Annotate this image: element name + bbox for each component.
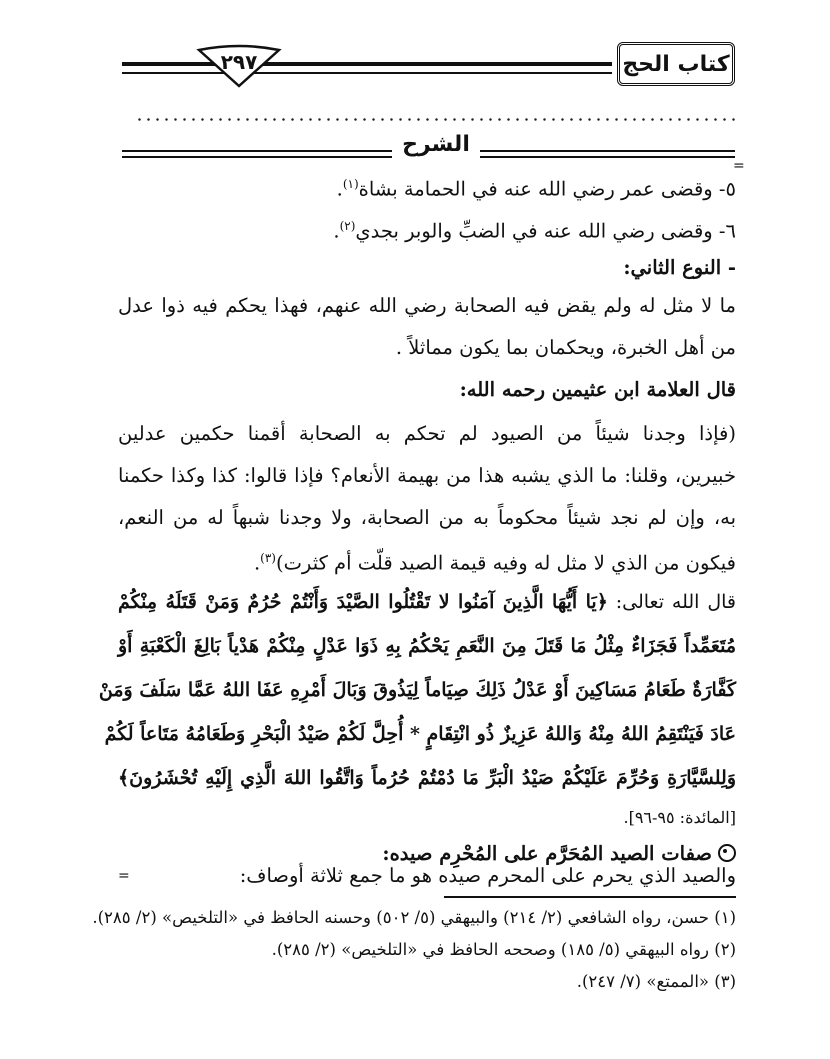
quran-lead: قال الله تعالى: [607, 591, 736, 613]
quran-reference: [المائدة: ٩٥-٩٦]. [623, 808, 736, 827]
text-line-10: فيكون من الذي لا مثل له وفيه قيمة الصيد قلّت أم كثرت)$^{(٣)}$. [253, 551, 736, 575]
footnote-ref-2: (٢) [339, 219, 356, 233]
text-line-4: ما لا مثل له ولم يقض فيه الصحابة رضي الله عنهم، فهذا يحكم فيه ذوا عدل [118, 294, 736, 317]
margin-mark-top: = [733, 158, 745, 174]
text-line-8: خبيرين، وقلنا: ما الذي يشبه هذا من بهيمة الأنعام؟ فإذا قالوا: كذا وكذا حكمنا [118, 464, 736, 487]
quran-line-4: عَادَ فَيَنْتَقِمُ اللهُ مِنْهُ وَاللهُ عَزِيزٌ ذُو انْتِقَامٍ * أُحِلَّ لَكُمْ صَيْدُ الْبَحْرِ وَطَعَامُهُ مَتَاعاً لَكُمْ [104, 723, 736, 745]
section-rule-right-2 [480, 156, 735, 158]
book-title: كتاب الحج [622, 51, 730, 77]
quran-line-5: وَلِلسَّيَّارَةِ وَحُرِّمَ عَلَيْكُمْ صَيْدُ الْبَرِّ مَا دُمْتُمْ حُرُماً وَاتَّقُوا اللهَ الَّذِي إِلَيْهِ تُحْشَرُونَ﴾ [118, 767, 736, 789]
section-rule-right [480, 150, 735, 152]
line-10-text: فيكون من الذي لا مثل له وفيه قيمة الصيد قلّت أم كثرت) [275, 551, 736, 575]
text-line-2: ٦- وقضى رضي الله عنه في الضبِّ والوبر بجدي$^{(٢)}$. [333, 219, 736, 243]
footnote-ref-1: (١) [342, 177, 359, 191]
text-line-9: به، وإن لم نجد شيئاً محكوماً به من الصحابة، ولا وجدنا شبهاً له من النعم، [118, 506, 736, 529]
footnote-ref-3: (٣) [260, 551, 276, 565]
text-line-last-content: والصيد الذي يحرم على المحرم صيده هو ما جمع ثلاثة أوصاف: [239, 864, 736, 887]
section-rule-left [122, 150, 392, 152]
text-line-7: (فإذا وجدنا شيئاً من الصيود لم تحكم به الصحابة أقمنا حكمين عدلين [118, 422, 736, 445]
section-rule-left-2 [122, 156, 392, 158]
text-line-5: من أهل الخبرة، ويحكمان بما يكون مماثلاً . [395, 336, 736, 359]
section-title: الشرح [402, 132, 470, 157]
footnote-1: (١) حسن، رواه الشافعي (٢/ ٢١٤) والبيهقي (٥/ ٥٠٢) وحسنه الحافظ في «التلخيص» (٢/ ٢٨٥). [92, 908, 736, 927]
text-line-1: ٥- وقضى عمر رضي الله عنه في الحمامة بشاة$^{(١)}$. [336, 177, 736, 201]
quran-line-1 [118, 584, 736, 620]
footnote-3: (٣) «الممتع» (٧/ ٢٤٧). [576, 972, 736, 991]
line-2-text: ٦- وقضى رضي الله عنه في الضبِّ والوبر بجدي [355, 219, 736, 243]
subheading-text: صفات الصيد المُحَرَّم على المُحْرِم صيده: [382, 842, 712, 865]
book-title-box [617, 42, 735, 86]
footnote-2: (٢) رواه البيهقي (٥/ ١٨٥) وصححه الحافظ في «التلخيص» (٢/ ٢٨٥). [271, 940, 736, 959]
quran-line-3: كَفَّارَةٌ طَعَامُ مَسَاكِينَ أَوْ عَدْلُ ذَلِكَ صِيَاماً لِيَذُوقَ وَبَالَ أَمْرِهِ عَفَا اللهُ عَمَّا سَلَفَ وَمَنْ [98, 679, 736, 701]
margin-mark-bottom: = [118, 868, 130, 884]
quran-line-2: مُتَعَمِّداً فَجَزَاءٌ مِثْلُ مَا قَتَلَ مِنَ النَّعَمِ يَحْكُمُ بِهِ ذَوَا عَدْلٍ مِنْكُمْ هَدْياً بَالِغَ الْكَعْبَةِ أَوْ [118, 635, 736, 657]
footnote-separator [444, 896, 736, 898]
text-line-6: قال العلامة ابن عثيمين رحمه الله: [459, 378, 736, 401]
page-number: ٢٩٧ [220, 50, 258, 74]
line-1-text: ٥- وقضى عمر رضي الله عنه في الحمامة بشاة [358, 177, 736, 201]
dotted-separator [135, 118, 735, 121]
text-line-3: - النوع الثاني: [623, 256, 736, 279]
quran-verse-1: ﴿يَا أَيُّهَا الَّذِينَ آمَنُوا لا تَقْتُلُوا الصَّيْدَ وَأَنْتُمْ حُرُمٌ وَمَنْ قَتَلَهُ مِنْكُمْ [118, 591, 608, 613]
